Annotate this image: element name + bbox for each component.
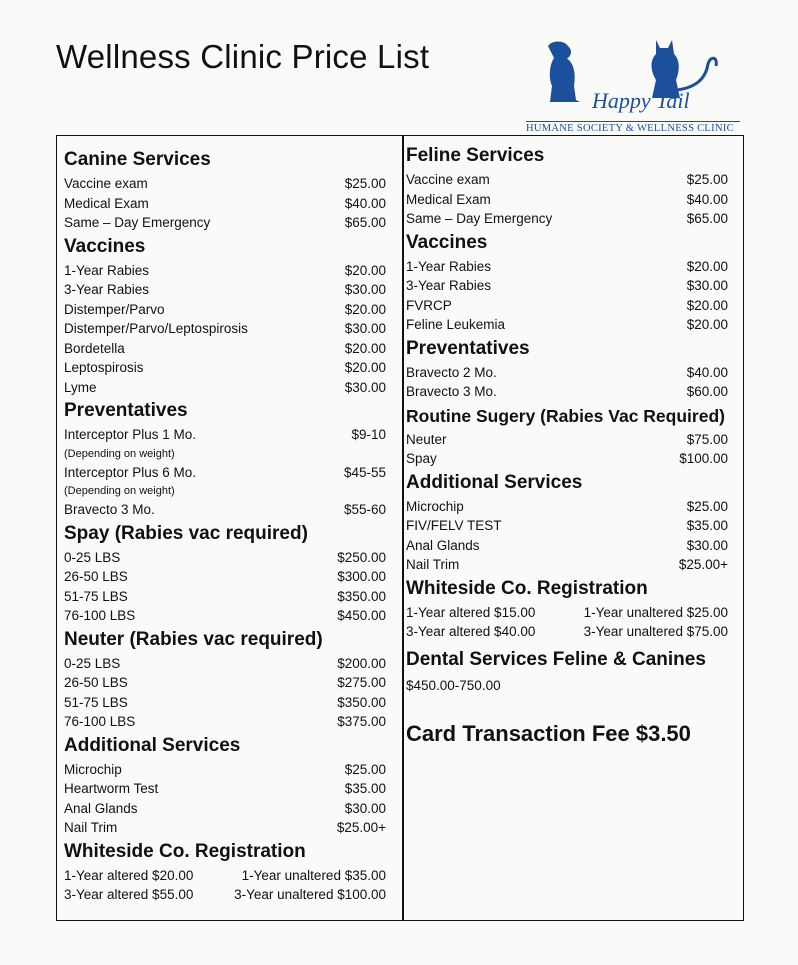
- section-heading: Routine Sugery (Rabies Vac Required): [406, 405, 725, 426]
- list-item: Nail Trim $25.00+: [64, 820, 386, 835]
- section-heading: Feline Services: [406, 145, 545, 166]
- list-item: Anal Glands $30.00: [64, 800, 386, 816]
- list-item: Same – Day Emergency $65.00: [406, 211, 728, 226]
- list-item: Vaccine exam $25.00: [406, 172, 728, 187]
- logo: [520, 38, 740, 138]
- list-item: Leptospirosis $20.00: [64, 360, 386, 375]
- section-heading: Whiteside Co. Registration: [64, 840, 306, 862]
- canine-column: [64, 146, 386, 905]
- list-item: Microchip $25.00: [64, 761, 386, 777]
- item-note: (Depending on weight): [64, 485, 175, 497]
- section-heading: Vaccines: [64, 235, 146, 257]
- list-item: 51-75 LBS $350.00: [64, 694, 386, 710]
- page-title: Wellness Clinic Price List: [56, 38, 430, 75]
- section-heading: Preventatives: [406, 337, 530, 359]
- section-heading: Spay (Rabies vac required): [64, 522, 308, 544]
- list-item: Spay $100.00: [406, 451, 728, 466]
- list-item: Medical Exam $40.00: [64, 195, 386, 211]
- list-item: Microchip $25.00: [406, 498, 728, 514]
- list-item: Lyme $30.00: [64, 379, 386, 395]
- list-item: Heartworm Test $35.00: [64, 781, 386, 796]
- list-item: 1-Year altered $15.00 1-Year unaltered $25.00: [406, 604, 728, 620]
- section-heading: Additional Services: [64, 734, 241, 756]
- section-heading: Canine Services: [64, 149, 211, 170]
- section-heading: Additional Services: [406, 471, 583, 493]
- list-item: Distemper/Parvo/Leptospirosis $30.00: [64, 321, 386, 336]
- list-item: 51-75 LBS $350.00: [64, 588, 386, 604]
- list-item: 0-25 LBS $200.00: [64, 655, 386, 671]
- feline-column: [406, 142, 728, 748]
- price-table: [56, 135, 744, 921]
- list-item: Neuter $75.00: [406, 431, 728, 447]
- list-item: 3-Year Rabies $30.00: [64, 282, 386, 297]
- list-item: 0-25 LBS $250.00: [64, 549, 386, 565]
- dental-price: $450.00-750.00: [406, 677, 501, 693]
- list-item: FIV/FELV TEST $35.00: [406, 518, 728, 533]
- section-heading: Neuter (Rabies vac required): [64, 628, 323, 650]
- list-item: 76-100 LBS $375.00: [64, 714, 386, 729]
- brand-wordmark: [540, 86, 740, 116]
- list-item: Interceptor Plus 6 Mo. $45-55: [64, 464, 386, 480]
- list-item: Interceptor Plus 1 Mo. $9-10: [64, 427, 386, 442]
- list-item: 76-100 LBS $450.00: [64, 608, 386, 623]
- list-item: 1-Year altered $20.00 1-Year unaltered $35.00: [64, 867, 386, 883]
- list-item: Medical Exam $40.00: [406, 191, 728, 207]
- list-item: 1-Year Rabies $20.00: [64, 262, 386, 278]
- list-item: Anal Glands $30.00: [406, 537, 728, 553]
- list-item: Bordetella $20.00: [64, 340, 386, 356]
- section-heading: Whiteside Co. Registration: [406, 577, 648, 599]
- list-item: Same – Day Emergency $65.00: [64, 215, 386, 230]
- list-item: Bravecto 3 Mo. $60.00: [406, 384, 728, 399]
- list-item: Distemper/Parvo $20.00: [64, 301, 386, 317]
- column-divider: [402, 136, 404, 920]
- list-item: 1-Year Rabies $20.00: [406, 258, 728, 274]
- list-item: 3-Year altered $40.00 3-Year unaltered $75.00: [406, 624, 728, 639]
- list-item: FVRCP $20.00: [406, 297, 728, 313]
- svg-text:Happy Tail: Happy Tail: [592, 88, 690, 113]
- section-heading: Preventatives: [64, 400, 188, 421]
- list-item: Bravecto 3 Mo. $55-60: [64, 502, 386, 517]
- list-item: Vaccine exam $25.00: [64, 176, 386, 191]
- item-note: (Depending on weight): [64, 447, 175, 460]
- section-heading: Vaccines: [406, 231, 488, 253]
- list-item: Nail Trim $25.00+: [406, 557, 728, 572]
- list-item: Bravecto 2 Mo. $40.00: [406, 364, 728, 380]
- list-item: 3-Year Rabies $30.00: [406, 278, 728, 293]
- logo-subtitle: HUMANE SOCIETY & WELLNESS CLINIC: [526, 121, 740, 134]
- list-item: 3-Year altered $55.00 3-Year unaltered $100.00: [64, 887, 386, 902]
- section-heading: Dental Services Feline & Canines: [406, 648, 706, 670]
- card-fee: Card Transaction Fee $3.50: [406, 720, 691, 746]
- list-item: Feline Leukemia $20.00: [406, 317, 728, 332]
- list-item: 26-50 LBS $300.00: [64, 569, 386, 584]
- list-item: 26-50 LBS $275.00: [64, 675, 386, 690]
